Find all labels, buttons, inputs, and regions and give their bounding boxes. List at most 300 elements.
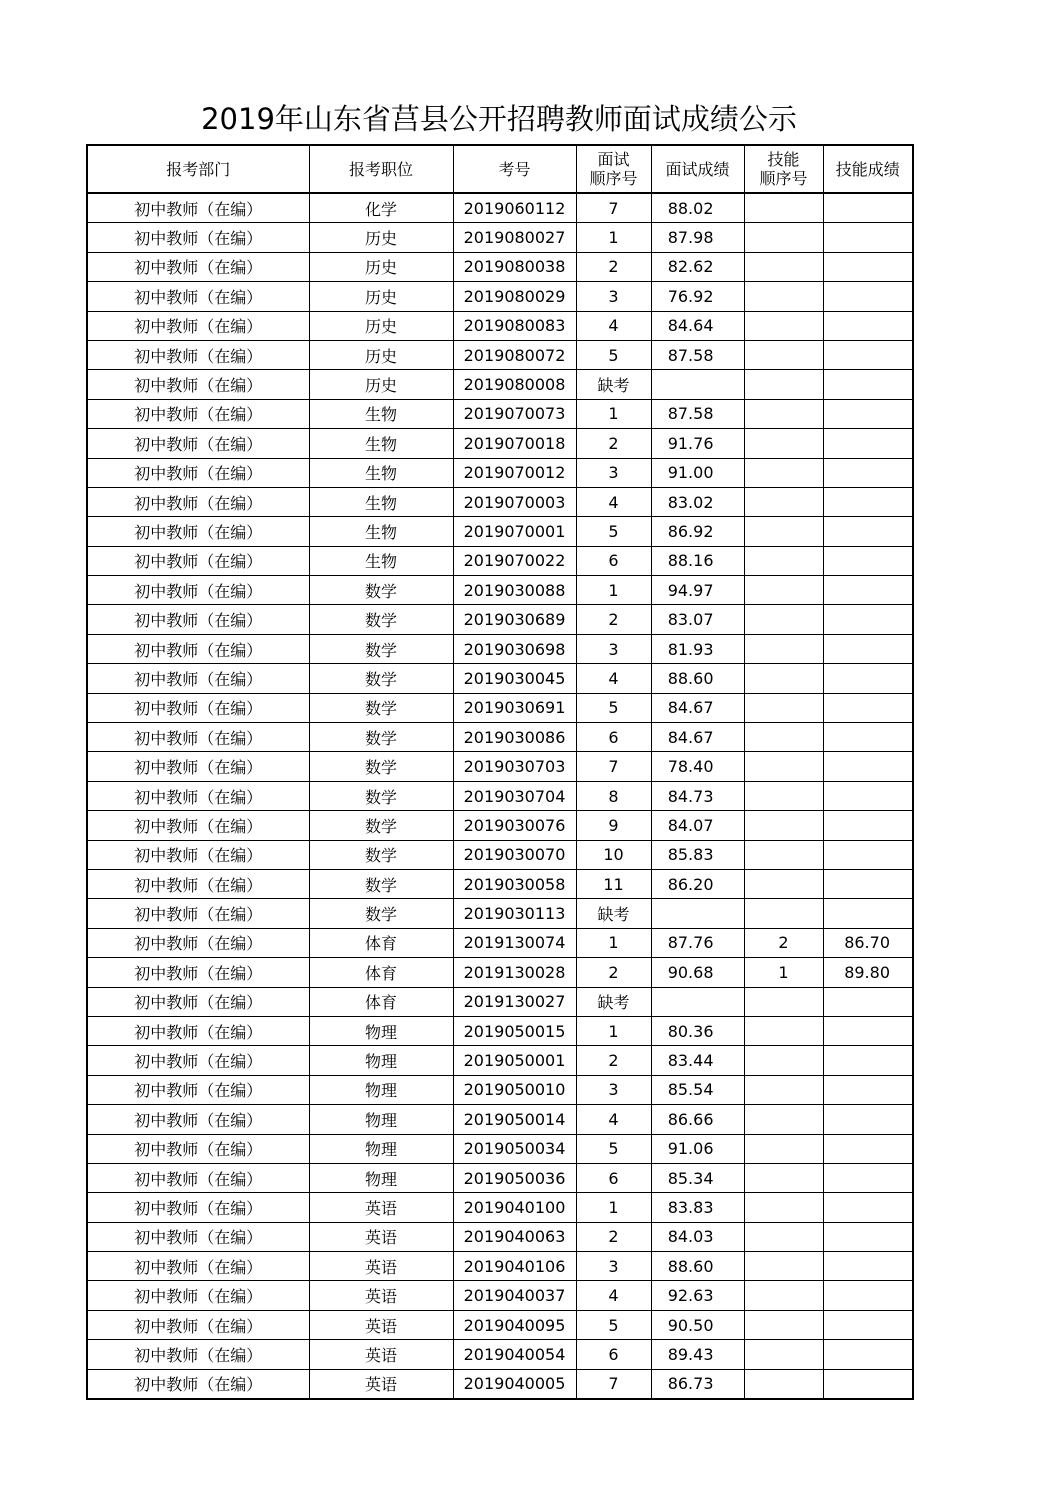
cell-exam-id: 2019070073 [453,399,576,428]
cell-interview-score: 91.76 [651,429,744,458]
cell-dept: 初中教师（在编） [87,664,309,693]
cell-interview-score: 84.67 [651,723,744,752]
cell-exam-id: 2019030058 [453,869,576,898]
cell-skill-score [823,752,913,781]
cell-skill-score [823,1281,913,1310]
cell-position: 英语 [309,1369,453,1399]
cell-interview-score: 83.83 [651,1193,744,1222]
cell-skill-order [744,869,823,898]
cell-exam-id: 2019080038 [453,252,576,281]
table-row [87,1222,913,1251]
cell-interview-order: 5 [576,340,651,369]
cell-skill-score [823,252,913,281]
cell-exam-id: 2019030070 [453,840,576,869]
cell-skill-order [744,1252,823,1281]
cell-skill-order [744,1193,823,1222]
table-row [87,869,913,898]
cell-interview-order: 2 [576,605,651,634]
cell-skill-order [744,546,823,575]
table-row [87,1310,913,1339]
table-row [87,1340,913,1369]
cell-skill-order [744,1134,823,1163]
cell-interview-order: 6 [576,723,651,752]
cell-skill-score [823,1105,913,1134]
table-row [87,928,913,957]
cell-dept: 初中教师（在编） [87,987,309,1016]
header-dept [87,145,309,193]
cell-interview-order: 5 [576,1310,651,1339]
cell-dept: 初中教师（在编） [87,781,309,810]
cell-skill-order [744,693,823,722]
table-row [87,399,913,428]
cell-interview-score: 85.54 [651,1075,744,1104]
cell-position: 物理 [309,1016,453,1045]
cell-position: 生物 [309,458,453,487]
cell-dept: 初中教师（在编） [87,899,309,928]
cell-dept: 初中教师（在编） [87,605,309,634]
cell-skill-order [744,1163,823,1192]
cell-interview-score: 86.20 [651,869,744,898]
cell-interview-order: 4 [576,311,651,340]
cell-exam-id: 2019030703 [453,752,576,781]
table-row [87,546,913,575]
cell-interview-order: 2 [576,252,651,281]
cell-position: 历史 [309,282,453,311]
cell-position: 数学 [309,634,453,663]
cell-interview-score: 83.07 [651,605,744,634]
cell-dept: 初中教师（在编） [87,458,309,487]
cell-skill-order [744,752,823,781]
cell-position: 数学 [309,899,453,928]
cell-exam-id: 2019040100 [453,1193,576,1222]
cell-interview-score [651,370,744,399]
table-row [87,811,913,840]
cell-skill-order [744,1016,823,1045]
header-interview-score [651,145,744,193]
cell-skill-score [823,1163,913,1192]
cell-dept: 初中教师（在编） [87,1369,309,1399]
cell-exam-id: 2019050034 [453,1134,576,1163]
table-row [87,1369,913,1399]
table-row [87,458,913,487]
cell-exam-id: 2019050015 [453,1016,576,1045]
cell-interview-score: 91.00 [651,458,744,487]
cell-skill-order [744,517,823,546]
cell-skill-score [823,223,913,252]
table-row [87,723,913,752]
cell-skill-score [823,193,913,223]
cell-skill-order [744,1310,823,1339]
table-row [87,634,913,663]
table-header [87,145,913,193]
header-label: 顺序号 [759,169,808,188]
cell-exam-id: 2019070012 [453,458,576,487]
cell-skill-score [823,340,913,369]
cell-interview-order: 2 [576,1046,651,1075]
cell-exam-id: 2019030045 [453,664,576,693]
cell-skill-score [823,634,913,663]
cell-skill-score [823,811,913,840]
cell-dept: 初中教师（在编） [87,252,309,281]
cell-interview-score: 84.03 [651,1222,744,1251]
cell-dept: 初中教师（在编） [87,928,309,957]
cell-interview-order: 3 [576,282,651,311]
table-row [87,370,913,399]
table-row [87,1016,913,1045]
table-row [87,1281,913,1310]
header-skill-order [744,145,823,193]
cell-interview-score: 90.68 [651,958,744,987]
cell-interview-score: 83.44 [651,1046,744,1075]
cell-exam-id: 2019070001 [453,517,576,546]
cell-interview-score: 91.06 [651,1134,744,1163]
cell-dept: 初中教师（在编） [87,958,309,987]
cell-interview-order: 6 [576,1340,651,1369]
cell-interview-order: 2 [576,1222,651,1251]
cell-skill-order [744,399,823,428]
cell-position: 英语 [309,1340,453,1369]
cell-position: 体育 [309,928,453,957]
cell-skill-score [823,370,913,399]
cell-dept: 初中教师（在编） [87,840,309,869]
cell-position: 数学 [309,811,453,840]
cell-skill-score [823,605,913,634]
cell-exam-id: 2019030076 [453,811,576,840]
header-label: 报考部门 [166,159,231,179]
cell-interview-order: 7 [576,193,651,223]
cell-exam-id: 2019050014 [453,1105,576,1134]
cell-position: 体育 [309,987,453,1016]
cell-interview-order: 4 [576,487,651,516]
cell-exam-id: 2019040054 [453,1340,576,1369]
cell-interview-score: 78.40 [651,752,744,781]
table-row [87,193,913,223]
cell-interview-score: 88.60 [651,1252,744,1281]
cell-position: 生物 [309,487,453,516]
cell-dept: 初中教师（在编） [87,546,309,575]
cell-skill-score [823,1252,913,1281]
cell-dept: 初中教师（在编） [87,723,309,752]
table-row [87,1075,913,1104]
cell-exam-id: 2019050036 [453,1163,576,1192]
cell-interview-score: 80.36 [651,1016,744,1045]
table-row [87,282,913,311]
cell-position: 体育 [309,958,453,987]
header-label: 技能 [767,150,800,169]
cell-skill-score [823,429,913,458]
cell-position: 历史 [309,252,453,281]
cell-interview-order: 2 [576,958,651,987]
cell-dept: 初中教师（在编） [87,193,309,223]
cell-interview-score: 76.92 [651,282,744,311]
cell-interview-order: 3 [576,458,651,487]
table-row [87,1252,913,1281]
cell-dept: 初中教师（在编） [87,634,309,663]
cell-skill-score [823,399,913,428]
cell-exam-id: 2019040037 [453,1281,576,1310]
cell-dept: 初中教师（在编） [87,1134,309,1163]
cell-position: 数学 [309,752,453,781]
cell-position: 英语 [309,1310,453,1339]
cell-interview-score [651,899,744,928]
table-row [87,987,913,1016]
cell-dept: 初中教师（在编） [87,1163,309,1192]
cell-skill-score [823,899,913,928]
cell-interview-order: 1 [576,576,651,605]
cell-skill-order [744,340,823,369]
cell-skill-score [823,1075,913,1104]
cell-exam-id: 2019080083 [453,311,576,340]
cell-interview-score: 89.43 [651,1340,744,1369]
cell-exam-id: 2019030113 [453,899,576,928]
cell-skill-score [823,1134,913,1163]
cell-dept: 初中教师（在编） [87,517,309,546]
cell-skill-order [744,282,823,311]
table-row [87,487,913,516]
header-position [309,145,453,193]
cell-skill-order [744,723,823,752]
cell-interview-score: 86.73 [651,1369,744,1399]
cell-skill-order [744,458,823,487]
cell-interview-order: 7 [576,1369,651,1399]
cell-exam-id: 2019080029 [453,282,576,311]
cell-interview-score: 87.76 [651,928,744,957]
cell-dept: 初中教师（在编） [87,282,309,311]
cell-interview-order: 9 [576,811,651,840]
cell-skill-order [744,1340,823,1369]
cell-position: 历史 [309,311,453,340]
cell-skill-score [823,1310,913,1339]
cell-skill-score [823,1340,913,1369]
table-row [87,1134,913,1163]
cell-exam-id: 2019070003 [453,487,576,516]
table-row [87,1163,913,1192]
cell-skill-order [744,664,823,693]
header-label: 面试 [597,150,630,169]
cell-interview-score: 86.92 [651,517,744,546]
header-label: 面试成绩 [665,159,730,179]
cell-skill-order [744,811,823,840]
cell-exam-id: 2019130027 [453,987,576,1016]
cell-dept: 初中教师（在编） [87,311,309,340]
cell-skill-order: 1 [744,958,823,987]
cell-skill-score [823,723,913,752]
cell-exam-id: 2019080027 [453,223,576,252]
table-row [87,429,913,458]
cell-position: 数学 [309,576,453,605]
table-row [87,311,913,340]
cell-interview-order: 2 [576,429,651,458]
cell-interview-order: 3 [576,1252,651,1281]
cell-position: 生物 [309,399,453,428]
cell-interview-score: 84.07 [651,811,744,840]
cell-dept: 初中教师（在编） [87,1075,309,1104]
cell-dept: 初中教师（在编） [87,1222,309,1251]
header-interview-order [576,145,651,193]
cell-skill-score [823,1222,913,1251]
cell-interview-order: 3 [576,1075,651,1104]
cell-position: 数学 [309,869,453,898]
cell-skill-order [744,1105,823,1134]
cell-position: 物理 [309,1075,453,1104]
cell-dept: 初中教师（在编） [87,487,309,516]
cell-interview-order: 缺考 [576,370,651,399]
cell-skill-score [823,693,913,722]
table-row [87,899,913,928]
cell-interview-score: 85.34 [651,1163,744,1192]
header-label: 顺序号 [589,169,638,188]
cell-skill-order [744,223,823,252]
cell-position: 物理 [309,1046,453,1075]
cell-skill-score [823,487,913,516]
cell-skill-order: 2 [744,928,823,957]
table-row [87,340,913,369]
cell-interview-score: 84.73 [651,781,744,810]
table-row [87,752,913,781]
cell-position: 物理 [309,1163,453,1192]
cell-position: 英语 [309,1252,453,1281]
cell-interview-order: 4 [576,1105,651,1134]
cell-exam-id: 2019050010 [453,1075,576,1104]
header-label: 考号 [498,159,531,179]
cell-exam-id: 2019130028 [453,958,576,987]
cell-dept: 初中教师（在编） [87,1252,309,1281]
cell-dept: 初中教师（在编） [87,1340,309,1369]
cell-position: 数学 [309,781,453,810]
cell-position: 英语 [309,1222,453,1251]
cell-skill-order [744,1369,823,1399]
cell-interview-score: 87.98 [651,223,744,252]
cell-dept: 初中教师（在编） [87,399,309,428]
cell-skill-score: 86.70 [823,928,913,957]
cell-position: 数学 [309,840,453,869]
cell-skill-order [744,576,823,605]
cell-skill-score [823,311,913,340]
cell-dept: 初中教师（在编） [87,869,309,898]
cell-exam-id: 2019040095 [453,1310,576,1339]
cell-skill-order [744,487,823,516]
results-table [86,144,914,1400]
cell-interview-score: 90.50 [651,1310,744,1339]
cell-skill-score [823,781,913,810]
cell-interview-score: 84.67 [651,693,744,722]
cell-interview-order: 6 [576,1163,651,1192]
cell-position: 英语 [309,1193,453,1222]
table-row [87,958,913,987]
cell-position: 物理 [309,1134,453,1163]
cell-interview-order: 4 [576,1281,651,1310]
cell-dept: 初中教师（在编） [87,223,309,252]
cell-interview-order: 5 [576,693,651,722]
cell-skill-score [823,546,913,575]
cell-exam-id: 2019030086 [453,723,576,752]
cell-skill-order [744,370,823,399]
cell-interview-score: 94.97 [651,576,744,605]
cell-exam-id: 2019030691 [453,693,576,722]
table-row [87,1105,913,1134]
cell-interview-order: 7 [576,752,651,781]
cell-exam-id: 2019080072 [453,340,576,369]
cell-interview-score: 87.58 [651,340,744,369]
cell-interview-order: 4 [576,664,651,693]
cell-dept: 初中教师（在编） [87,693,309,722]
cell-exam-id: 2019070018 [453,429,576,458]
cell-position: 生物 [309,517,453,546]
cell-dept: 初中教师（在编） [87,1046,309,1075]
cell-skill-score [823,840,913,869]
cell-skill-order [744,311,823,340]
table-row [87,517,913,546]
table-row [87,840,913,869]
cell-interview-order: 11 [576,869,651,898]
cell-interview-order: 缺考 [576,987,651,1016]
cell-skill-score [823,1046,913,1075]
cell-position: 生物 [309,546,453,575]
cell-skill-order [744,1281,823,1310]
cell-exam-id: 2019070022 [453,546,576,575]
cell-exam-id: 2019030689 [453,605,576,634]
table-row [87,664,913,693]
cell-position: 生物 [309,429,453,458]
cell-interview-score: 92.63 [651,1281,744,1310]
cell-dept: 初中教师（在编） [87,576,309,605]
cell-skill-order [744,840,823,869]
cell-skill-score [823,458,913,487]
page-title: 2019年山东省莒县公开招聘教师面试成绩公示 [201,102,797,136]
cell-position: 数学 [309,664,453,693]
cell-position: 英语 [309,1281,453,1310]
cell-interview-score: 88.16 [651,546,744,575]
table-row [87,693,913,722]
cell-dept: 初中教师（在编） [87,1105,309,1134]
cell-dept: 初中教师（在编） [87,370,309,399]
cell-skill-order [744,605,823,634]
table-row [87,223,913,252]
cell-interview-order: 6 [576,546,651,575]
cell-exam-id: 2019040106 [453,1252,576,1281]
cell-dept: 初中教师（在编） [87,1281,309,1310]
cell-interview-score: 82.62 [651,252,744,281]
cell-skill-score [823,576,913,605]
cell-position: 化学 [309,193,453,223]
cell-skill-order [744,429,823,458]
table-row [87,252,913,281]
table-row [87,576,913,605]
cell-position: 数学 [309,693,453,722]
cell-interview-score: 81.93 [651,634,744,663]
cell-position: 历史 [309,340,453,369]
cell-interview-score [651,987,744,1016]
cell-exam-id: 2019030088 [453,576,576,605]
cell-exam-id: 2019040063 [453,1222,576,1251]
cell-skill-score [823,282,913,311]
table-row [87,605,913,634]
cell-interview-order: 1 [576,1016,651,1045]
cell-dept: 初中教师（在编） [87,811,309,840]
cell-skill-order [744,781,823,810]
cell-skill-score [823,664,913,693]
cell-dept: 初中教师（在编） [87,1310,309,1339]
table-row [87,1046,913,1075]
cell-skill-score [823,869,913,898]
table-row [87,781,913,810]
cell-dept: 初中教师（在编） [87,1016,309,1045]
cell-exam-id: 2019060112 [453,193,576,223]
cell-interview-order: 10 [576,840,651,869]
cell-interview-order: 5 [576,517,651,546]
cell-interview-score: 85.83 [651,840,744,869]
cell-skill-order [744,987,823,1016]
